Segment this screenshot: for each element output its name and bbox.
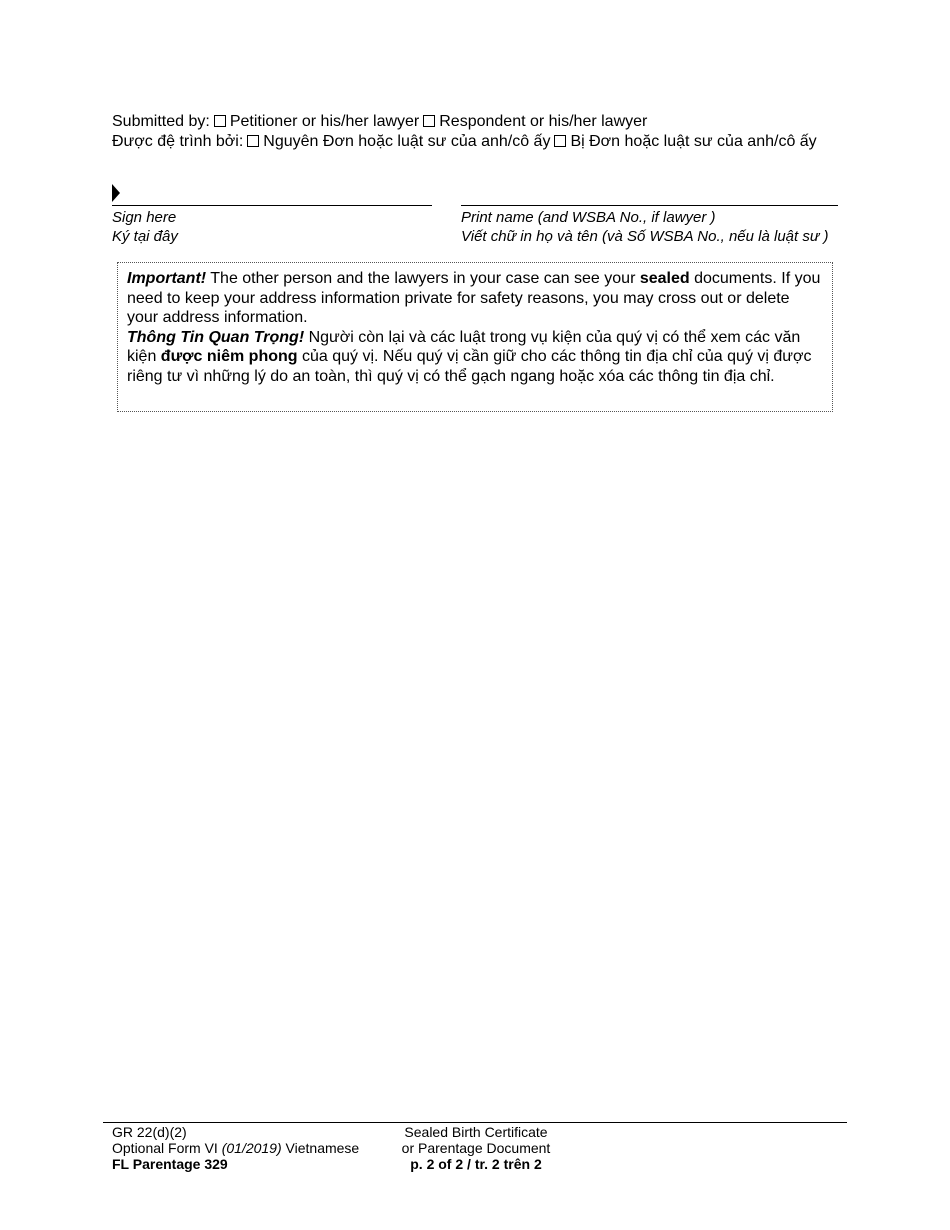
respondent-checkbox-vi[interactable]: [554, 135, 566, 147]
sign-here-arrow-icon: [112, 184, 120, 202]
notice-en: [127, 269, 823, 328]
notice-vi-text-2: của quý vị. Nếu quý vị cần giữ cho các thông tin địa chỉ của quý vị được riêng tư vì những lý do an toàn, thì quý vị có thể gạch ngang hoặc xóa các thông tin địa chỉ.: [127, 348, 812, 385]
submitted-by-en: [112, 112, 832, 132]
notice-en-heading: Important!: [127, 270, 207, 287]
print-name-label-vi: Viết chữ in họ và tên (và Số WSBA No., nếu là luật sư ): [461, 228, 829, 245]
signature-line[interactable]: [112, 205, 432, 206]
notice-en-sealed: sealed: [639, 270, 690, 287]
footer-form-date: (01/2019): [221, 1140, 282, 1156]
print-name-line[interactable]: [461, 205, 838, 206]
print-name-label: Print name (and WSBA No., if lawyer ): [461, 209, 716, 226]
notice-vi-heading: Thông Tin Quan Trọng!: [127, 328, 305, 346]
petitioner-option-label: Petitioner or his/her lawyer: [229, 113, 420, 130]
footer-form-lang: Vietnamese: [281, 1140, 360, 1156]
submitted-by-section: [112, 112, 832, 152]
notice-vi: [127, 328, 823, 387]
footer-rule-ref: GR 22(d)(2): [112, 1124, 187, 1140]
petitioner-checkbox[interactable]: [214, 115, 226, 127]
respondent-option-label: Respondent or his/her lawyer: [439, 113, 648, 130]
footer-form-info: [112, 1140, 359, 1156]
footer-page-number: p. 2 of 2 / tr. 2 trên 2: [410, 1156, 542, 1172]
notice-en-text-2: documents. If you need to keep your address information private for safety reasons, you may cross out or delete your address information.: [127, 270, 821, 327]
submitted-by-vi: [112, 132, 832, 152]
submitted-by-label-vi: Được đệ trình bởi:: [112, 133, 244, 150]
footer-title-line2: or Parentage Document: [401, 1140, 551, 1156]
important-notice-box: [117, 262, 833, 412]
notice-en-text: The other person and the lawyers in your case can see your: [206, 270, 640, 287]
petitioner-option-label-vi: Nguyên Đơn hoặc luật sư của anh/cô ấy: [263, 133, 551, 150]
respondent-option-label-vi: Bị Đơn hoặc luật sư của anh/cô ấy: [570, 133, 817, 150]
sign-here-label-vi: Ký tại đây: [112, 228, 178, 245]
submitted-by-label: Submitted by:: [112, 113, 210, 130]
footer-rule: [103, 1122, 847, 1123]
notice-vi-text: Người còn lại và các luật trong vụ kiện của quý vị có thể xem các văn kiện: [127, 328, 801, 366]
footer-form-prefix: Optional Form VI: [112, 1140, 222, 1156]
petitioner-checkbox-vi[interactable]: [247, 135, 259, 147]
respondent-checkbox[interactable]: [423, 115, 435, 127]
notice-vi-sealed: được niêm phong: [160, 348, 298, 366]
sign-here-label: Sign here: [112, 209, 177, 226]
footer-form-id: FL Parentage 329: [112, 1156, 228, 1172]
footer-title-line1: Sealed Birth Certificate: [404, 1124, 548, 1140]
